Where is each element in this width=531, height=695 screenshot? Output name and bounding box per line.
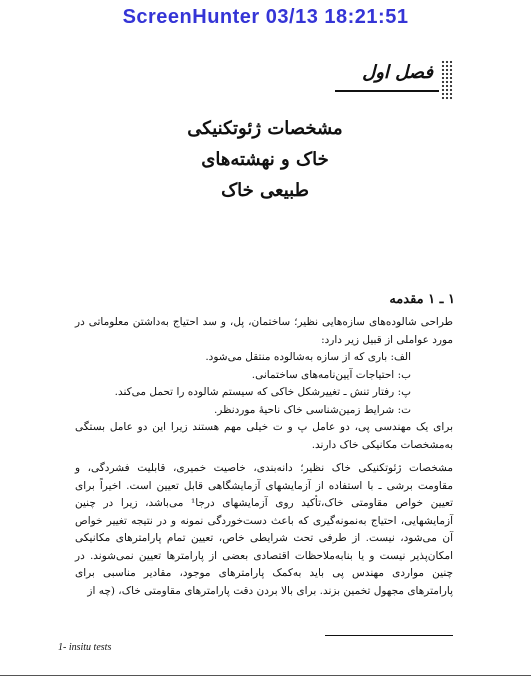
body-text <box>75 314 453 600</box>
section-heading: ۱ ـ ۱ مقدمه <box>389 292 455 307</box>
screenhunter-timestamp: ScreenHunter 03/13 18:21:51 <box>122 6 409 28</box>
list-item-be: ب: احتیاجات آیین‌نامه‌های ساختمانی. <box>251 368 411 381</box>
title-line-2: خاک و نهشته‌های <box>201 149 329 170</box>
chapter-heading <box>335 60 453 92</box>
footnote: 1- insitu tests <box>58 642 112 653</box>
paragraph-factors: برای یک مهندسی پی، دو عامل پ و ت خیلی مهم هستند زیرا این دو عامل بستگی به‌مشخصات مکانیکی خاک دارند. <box>75 421 453 451</box>
paragraph-properties: مشخصات ژئوتکنیکی خاک نظیر؛ دانه‌بندی، خاصیت خمیری، قابلیت فشردگی، و مقاومت برشی ـ با استفاده از آزمایشهای آزمایشگاهی قابل تعیین است. اخیراً برای تعیین خواص مقاومتی خاک،تأکید روی آزمایشهای درجا¹ می‌باشد، زیرا در چنین آزمایشهایی، احتیاج به‌نمونه‌گیری که باعث دست‌خوردگی نمونه و در نتیجه تغییر خواص آن می‌شود، نیست. از طرفی تحت شرایطی خاص، تعیین تمام پارامترهای مکانیکی امکان‌پذیر نیست و یا بنابه‌ملاحظات اقتصادی بعضی از پارامترها تعیین نمی‌شوند. در چنین مواردی مهندس پی باید به‌کمک پارامترهای موجود، مقادیر مناسبی برای پارامترهای مجهول تخمین بزند. برای بالا بردن دقت پارامترهای مقاومتی خاک، (چه از <box>75 462 453 597</box>
chapter-title <box>120 113 410 206</box>
page-bottom-rule <box>0 675 531 676</box>
list-item-pe: پ: رفتار تنش ـ تغییرشکل خاکی که سیستم شالوده را تحمل می‌کند. <box>114 386 411 398</box>
dotted-ornament <box>441 60 453 100</box>
title-line-3: طبیعی خاک <box>221 180 309 201</box>
footnote-rule <box>325 635 453 636</box>
chapter-underline <box>335 90 439 92</box>
list-item-te: ت: شرایط زمین‌شناسی خاک ناحیهٔ موردنظر. <box>213 403 411 416</box>
paragraph-intro: طراحی شالوده‌های سازه‌هایی نظیر؛ ساختمان، پل، و سد احتیاج به‌داشتن معلوماتی در مورد عواملی از قبیل زیر دارد: <box>75 316 453 346</box>
chapter-label: فصل اول <box>362 62 433 83</box>
list-item-alef: الف: باری که از سازه به‌شالوده منتقل می‌شود. <box>205 351 411 363</box>
title-line-1: مشخصات ژئوتکنیکی <box>187 118 343 139</box>
